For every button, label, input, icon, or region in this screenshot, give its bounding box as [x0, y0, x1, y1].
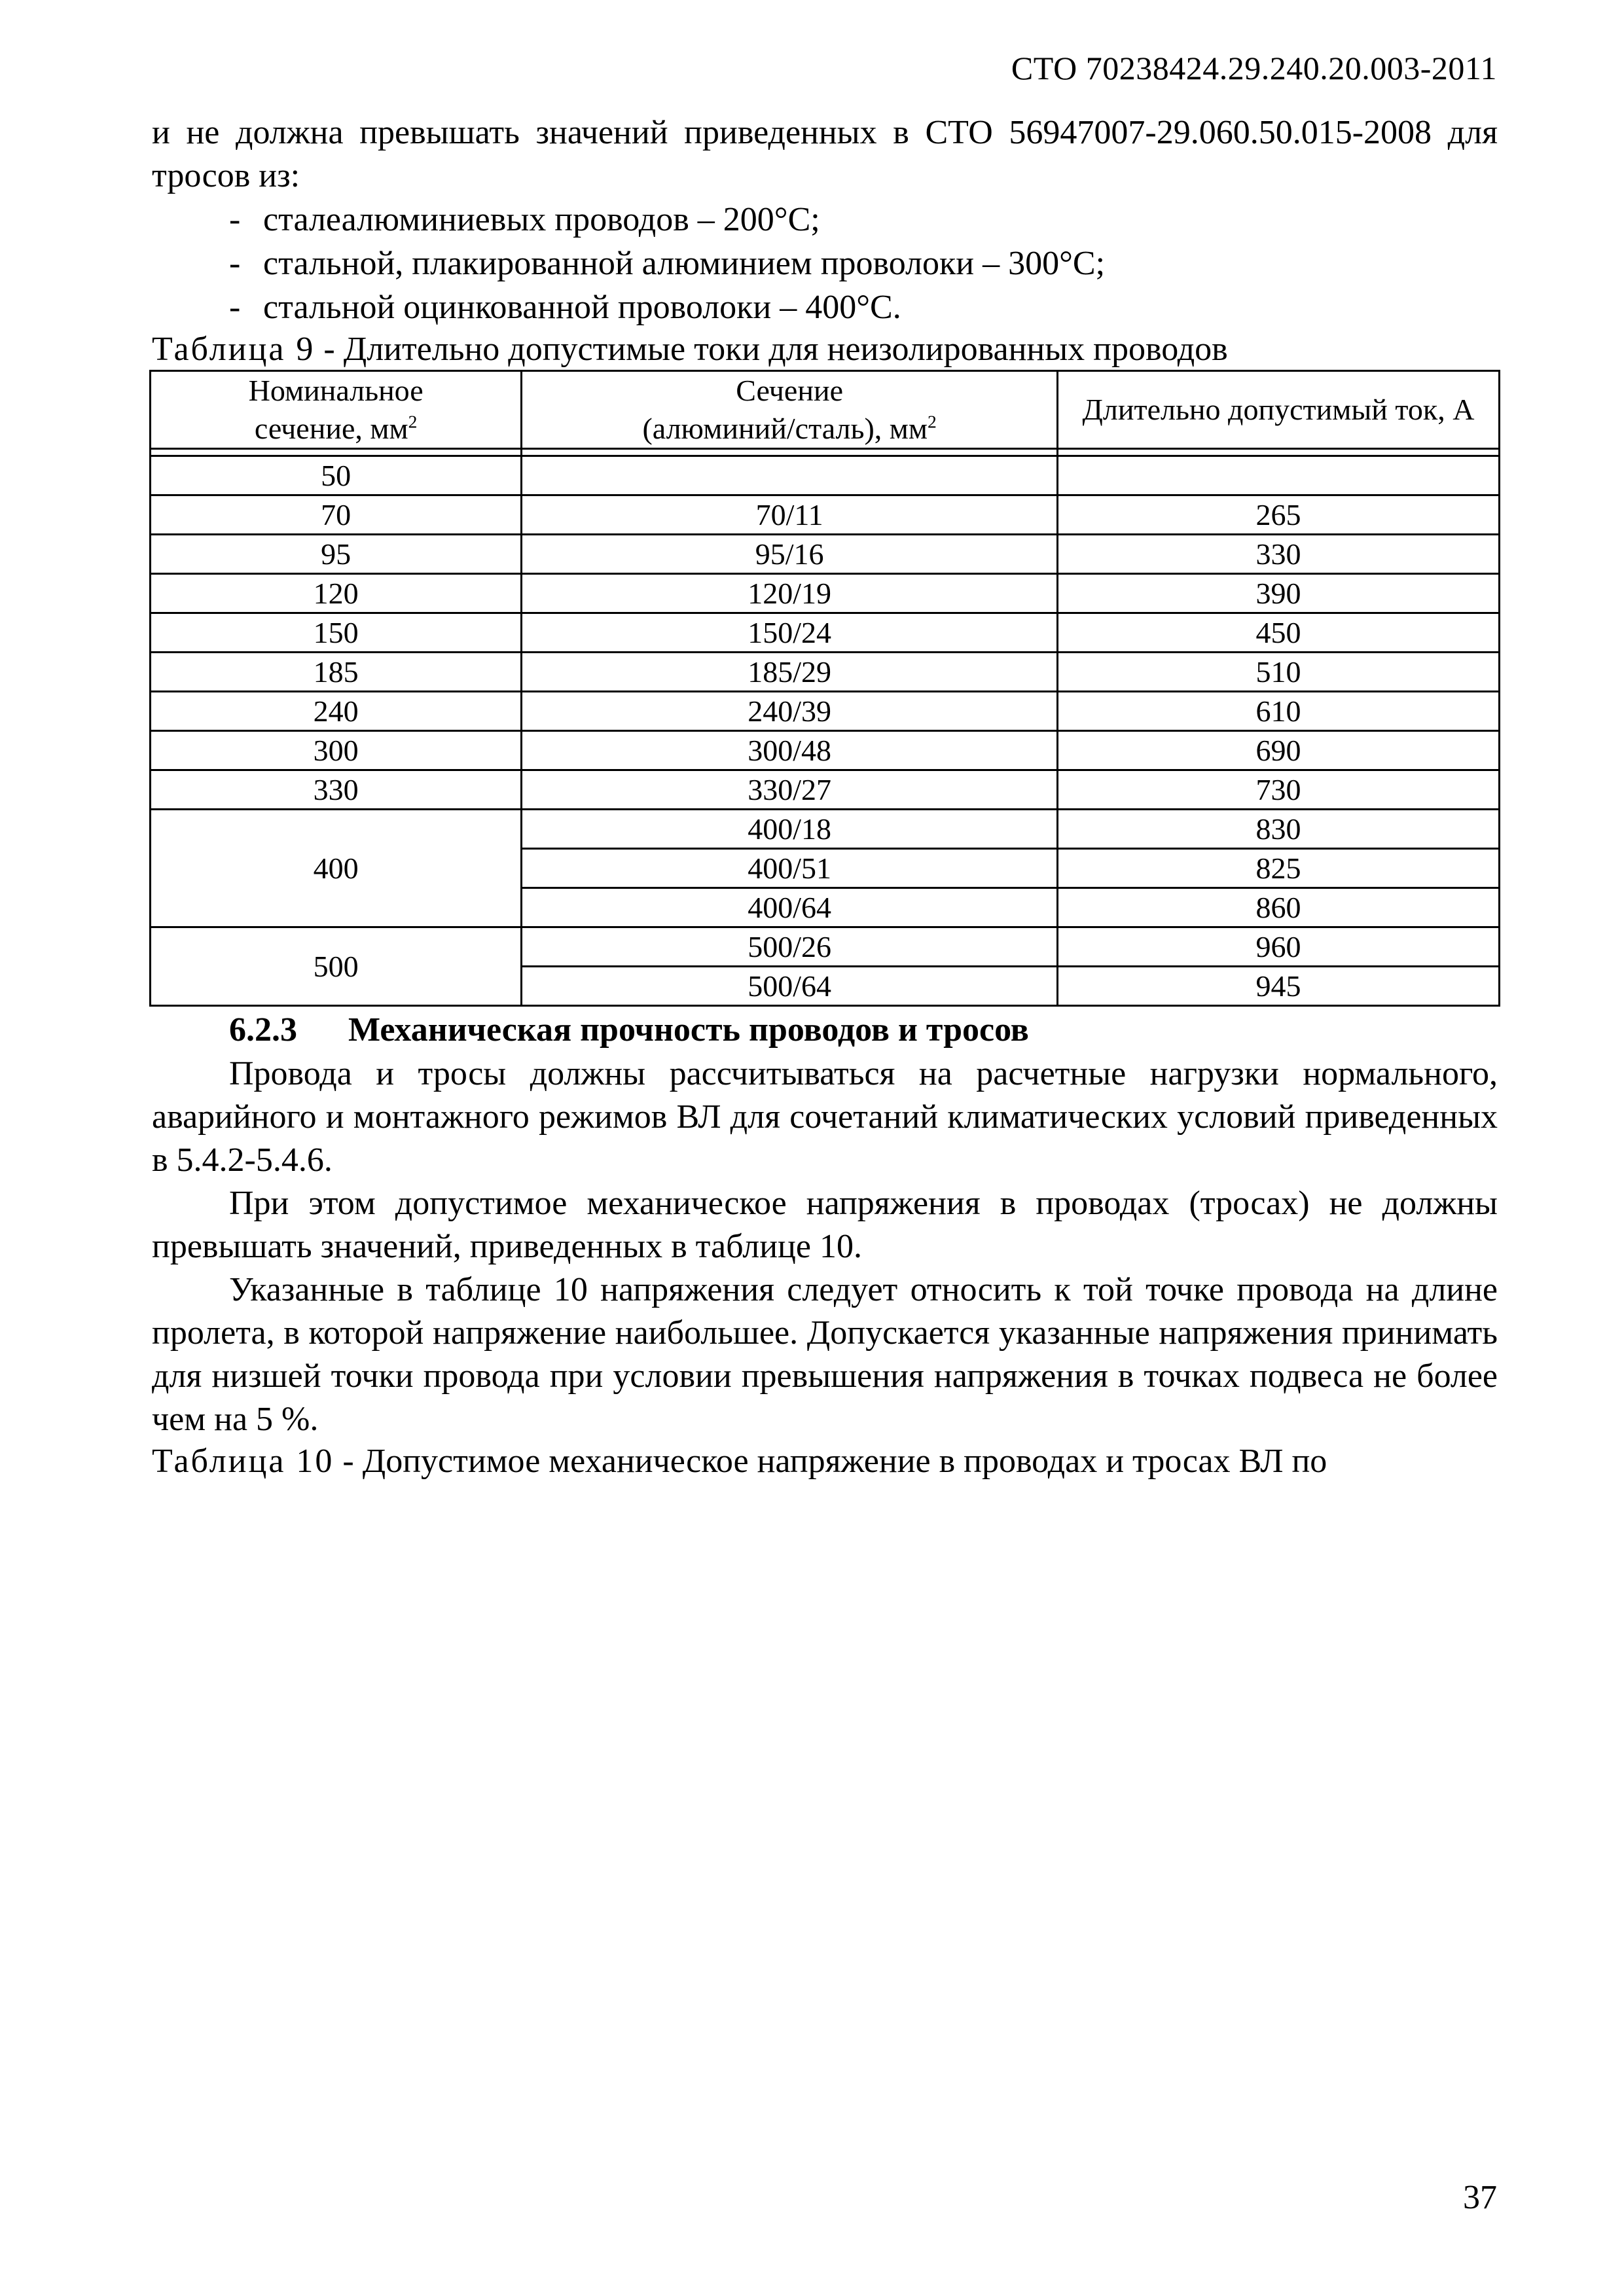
table-row: [151, 613, 1500, 653]
table-row: [151, 810, 1500, 849]
table9-caption-label: Таблица 9: [152, 331, 316, 368]
cell-current: 265: [1057, 495, 1499, 535]
section-number: 6.2.3: [229, 1011, 297, 1049]
table10-caption-text: - Допустимое механическое напряжение в проводах и тросах ВЛ по: [334, 1443, 1327, 1480]
cell-nominal: 185: [151, 653, 522, 692]
table10-caption: [152, 1441, 1498, 1482]
list-item-text: стальной оцинкованной проволоки – 400°С.: [263, 289, 901, 326]
cell-current: 730: [1057, 770, 1499, 810]
table-header-row: [151, 371, 1500, 449]
table-header-separator: [151, 449, 1500, 456]
cell-section: 240/39: [522, 692, 1058, 731]
page-number: 37: [1463, 2179, 1497, 2216]
section-heading: [152, 1008, 1498, 1052]
table9-caption: [152, 329, 1498, 370]
list-item: - сталеалюминиевых проводов – 200°С;: [229, 201, 820, 238]
page-content: [152, 111, 1498, 1482]
cell-nominal: 150: [151, 613, 522, 653]
cell-nominal: 50: [151, 456, 522, 495]
table-row: [151, 653, 1500, 692]
cell-current: 830: [1057, 810, 1499, 849]
section-paragraph: Указанные в таблице 10 напряжения следует относить к той точке провода на длине пролета, в которой напряжение наибольшее. Допускается указанные напряжения принимать для низшей точки провода при условии превышения напряжения в точках подвеса не более чем на 5 %.: [152, 1271, 1498, 1438]
cell-section: 185/29: [522, 653, 1058, 692]
cell-current: 510: [1057, 653, 1499, 692]
cell-current: 390: [1057, 574, 1499, 613]
cell-section: 300/48: [522, 731, 1058, 770]
col-header-nominal: Номинальное сечение, $мм^2$: [151, 371, 522, 449]
cell-current: 690: [1057, 731, 1499, 770]
cell-current: 330: [1057, 535, 1499, 574]
cell-nominal: 120: [151, 574, 522, 613]
cable-type-list: [152, 198, 1498, 329]
cell-section: 400/18: [522, 810, 1058, 849]
list-item: - стальной оцинкованной проволоки – 400°С.: [229, 289, 901, 326]
cell-nominal-merged: 500: [151, 927, 522, 1006]
list-item-text: сталеалюминиевых проводов – 200°С;: [263, 201, 820, 238]
cell-nominal-merged: 400: [151, 810, 522, 927]
cell-section: [522, 456, 1058, 495]
document-code-header: СТО 70238424.29.240.20.003-2011: [1011, 50, 1497, 86]
cell-section: 120/19: [522, 574, 1058, 613]
cell-current: [1057, 456, 1499, 495]
cell-current: 945: [1057, 967, 1499, 1006]
cell-section: 500/64: [522, 967, 1058, 1006]
section-paragraph: При этом допустимое механическое напряжения в проводах (тросах) не должны превышать значений, приведенных в таблице 10.: [152, 1185, 1498, 1265]
cell-current: 450: [1057, 613, 1499, 653]
cell-section: 150/24: [522, 613, 1058, 653]
table-row: [151, 535, 1500, 574]
list-item-text: стальной, плакированной алюминием проволоки – 300°С;: [263, 245, 1106, 282]
cell-current: 825: [1057, 849, 1499, 888]
table-row: [151, 770, 1500, 810]
cell-section: 400/51: [522, 849, 1058, 888]
cell-nominal: 70: [151, 495, 522, 535]
table-row: [151, 456, 1500, 495]
table-row: [151, 927, 1500, 967]
table-row: [151, 495, 1500, 535]
table-row: [151, 574, 1500, 613]
table10-caption-label: Таблица 10: [152, 1443, 334, 1480]
col-header-current: Длительно допустимый ток, А: [1057, 371, 1499, 449]
cell-nominal: 95: [151, 535, 522, 574]
cell-section: 70/11: [522, 495, 1058, 535]
cell-current: 610: [1057, 692, 1499, 731]
table9: [149, 370, 1500, 1007]
section-title: Механическая прочность проводов и тросов: [348, 1011, 1029, 1049]
cell-section: 330/27: [522, 770, 1058, 810]
table-row: [151, 731, 1500, 770]
section-paragraph: Провода и тросы должны рассчитываться на расчетные нагрузки нормального, аварийного и монтажного режимов ВЛ для сочетаний климатических условий приведенных в 5.4.2-5.4.6.: [152, 1055, 1498, 1179]
cell-section: 400/64: [522, 888, 1058, 927]
intro-paragraph: и не должна превышать значений приведенных в СТО 56947007-29.060.50.015-2008 для тросов из:: [152, 114, 1498, 194]
list-item: - стальной, плакированной алюминием проволоки – 300°С;: [229, 245, 1106, 282]
cell-section: 500/26: [522, 927, 1058, 967]
cell-nominal: 300: [151, 731, 522, 770]
cell-current: 960: [1057, 927, 1499, 967]
cell-section: 95/16: [522, 535, 1058, 574]
table9-caption-text: - Длительно допустимые токи для неизолированных проводов: [315, 331, 1228, 368]
cell-nominal: 330: [151, 770, 522, 810]
col-header-section: Сечение (алюминий/сталь), $мм^2$: [522, 371, 1058, 449]
cell-current: 860: [1057, 888, 1499, 927]
cell-nominal: 240: [151, 692, 522, 731]
table-row: [151, 692, 1500, 731]
